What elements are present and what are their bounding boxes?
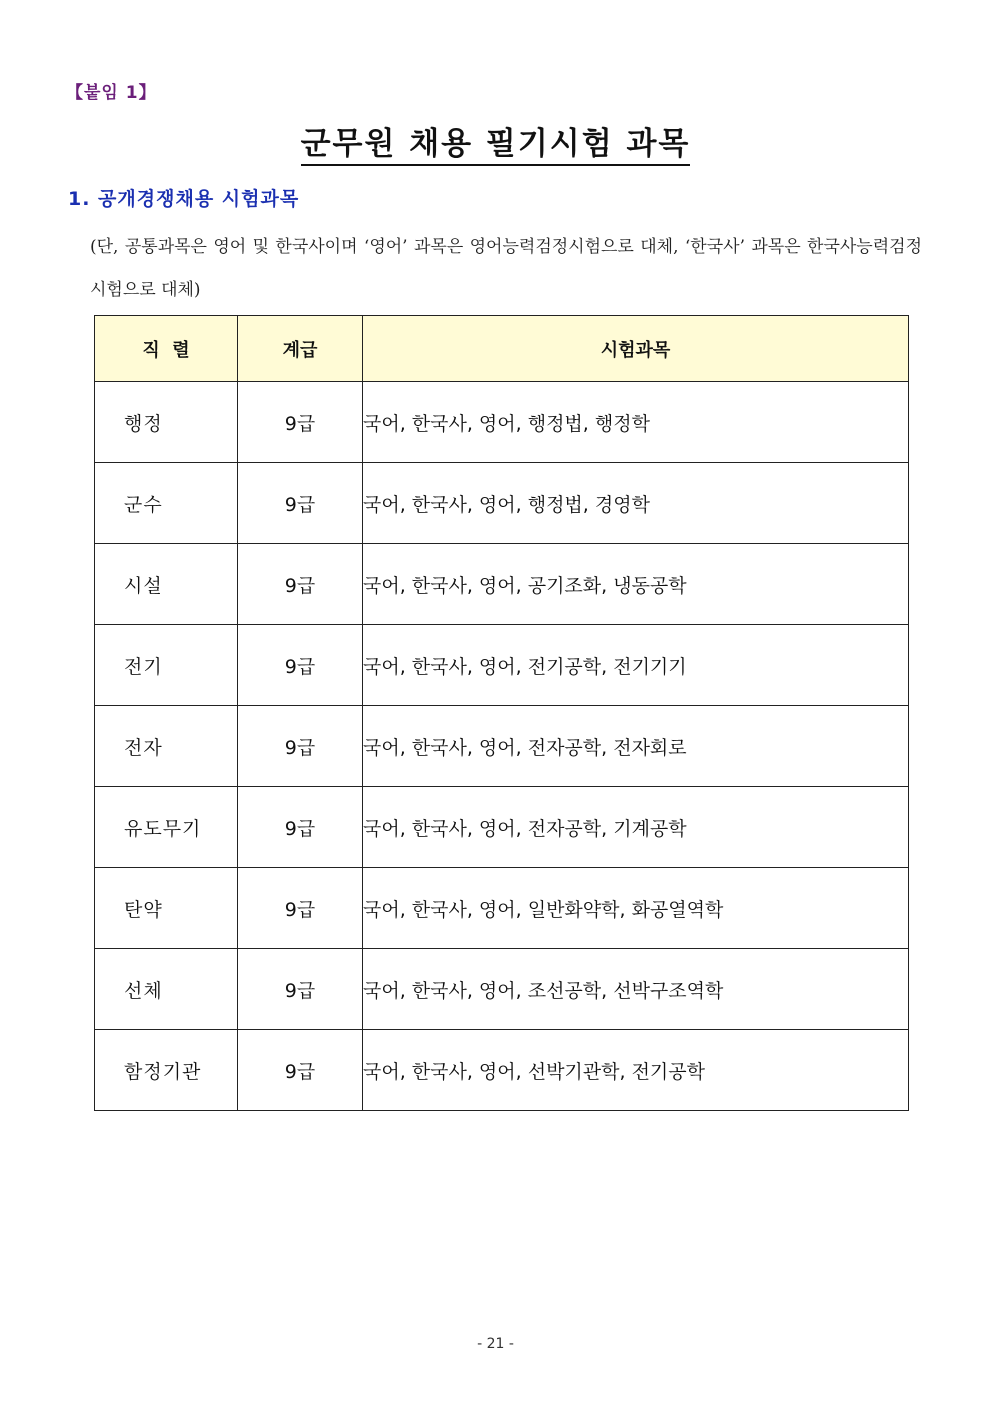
- table-row: [95, 625, 909, 706]
- grade-cell: 9급: [238, 625, 363, 706]
- table-row: [95, 544, 909, 625]
- section-heading: 1. 공개경쟁채용 시험과목: [68, 188, 300, 210]
- job-name: 함정기관: [124, 1060, 202, 1083]
- job-cell: [95, 625, 238, 706]
- subjects-cell: 국어, 한국사, 영어, 공기조화, 냉동공학: [363, 544, 909, 625]
- header-subjects: 시험과목: [363, 316, 909, 382]
- table-row: [95, 949, 909, 1030]
- grade-cell: 9급: [238, 544, 363, 625]
- job-name: 시설: [124, 574, 163, 597]
- job-cell: [95, 787, 238, 868]
- subjects-cell: 국어, 한국사, 영어, 행정법, 행정학: [363, 382, 909, 463]
- table-header-row: [95, 316, 909, 382]
- grade-cell: 9급: [238, 949, 363, 1030]
- exam-subjects-table: [94, 315, 909, 1111]
- job-name: 전기: [124, 655, 163, 678]
- subjects-cell: 국어, 한국사, 영어, 전기공학, 전기기기: [363, 625, 909, 706]
- table-row: [95, 868, 909, 949]
- header-job: 직 렬: [95, 316, 238, 382]
- document-title: [0, 118, 991, 163]
- section-note: (단, 공통과목은 영어 및 한국사이며 ‘영어’ 과목은 영어능력검정시험으로 대체, ‘한국사’ 과목은 한국사능력검정시험으로 대체): [90, 237, 922, 300]
- job-name: 탄약: [124, 898, 163, 921]
- attachment-label: 【붙임 1】: [66, 83, 157, 103]
- job-name: 유도무기: [124, 817, 202, 840]
- table-row: [95, 706, 909, 787]
- grade-cell: 9급: [238, 1030, 363, 1111]
- job-name: 행정: [124, 412, 163, 435]
- job-cell: [95, 868, 238, 949]
- document-title-text: 군무원 채용 필기시험 과목: [301, 126, 691, 166]
- table-row: [95, 382, 909, 463]
- job-name: 선체: [124, 979, 163, 1002]
- subjects-cell: 국어, 한국사, 영어, 전자공학, 기계공학: [363, 787, 909, 868]
- table-row: [95, 787, 909, 868]
- page-number: - 21 -: [477, 1336, 514, 1352]
- job-cell: [95, 706, 238, 787]
- job-cell: [95, 1030, 238, 1111]
- grade-cell: 9급: [238, 463, 363, 544]
- grade-cell: 9급: [238, 706, 363, 787]
- table-row: [95, 463, 909, 544]
- subjects-cell: 국어, 한국사, 영어, 선박기관학, 전기공학: [363, 1030, 909, 1111]
- grade-cell: 9급: [238, 787, 363, 868]
- job-cell: [95, 463, 238, 544]
- job-cell: [95, 949, 238, 1030]
- header-grade: 계급: [238, 316, 363, 382]
- job-cell: [95, 544, 238, 625]
- subjects-cell: 국어, 한국사, 영어, 전자공학, 전자회로: [363, 706, 909, 787]
- grade-cell: 9급: [238, 868, 363, 949]
- table-row: [95, 1030, 909, 1111]
- job-cell: [95, 382, 238, 463]
- subjects-cell: 국어, 한국사, 영어, 조선공학, 선박구조역학: [363, 949, 909, 1030]
- job-name: 군수: [124, 493, 163, 516]
- job-name: 전자: [124, 736, 163, 759]
- grade-cell: 9급: [238, 382, 363, 463]
- subjects-cell: 국어, 한국사, 영어, 행정법, 경영학: [363, 463, 909, 544]
- subjects-cell: 국어, 한국사, 영어, 일반화약학, 화공열역학: [363, 868, 909, 949]
